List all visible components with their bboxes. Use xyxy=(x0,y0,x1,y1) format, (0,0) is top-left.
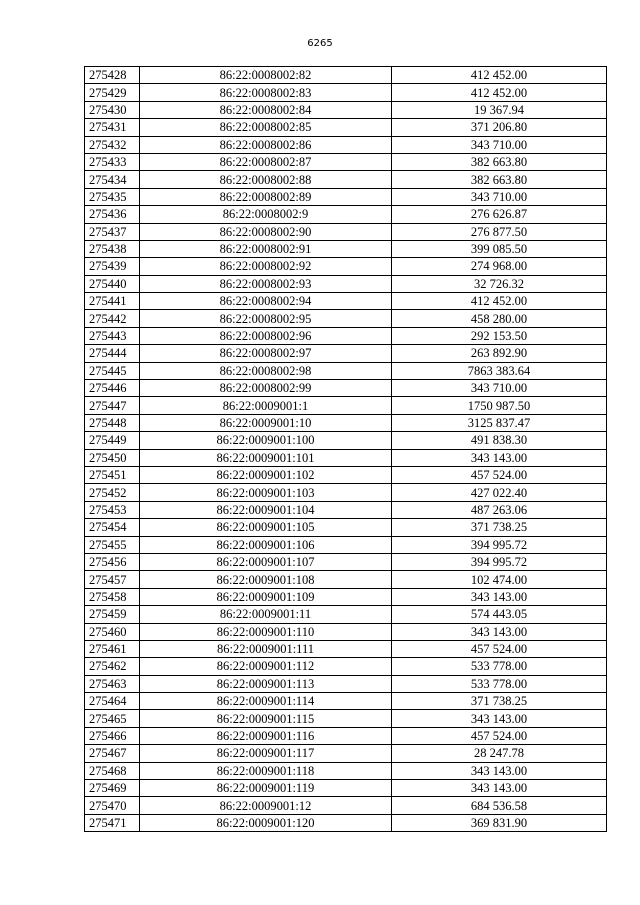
cadastral-number-cell: 86:22:0008002:87 xyxy=(140,153,392,170)
cadastral-number-cell: 86:22:0008002:9 xyxy=(140,206,392,223)
cadastral-value-cell: 457 524.00 xyxy=(392,466,607,483)
table-row xyxy=(85,153,607,170)
cadastral-number-cell: 86:22:0009001:111 xyxy=(140,640,392,657)
row-id-cell: 275450 xyxy=(85,449,140,466)
row-id-cell: 275461 xyxy=(85,640,140,657)
row-id-cell: 275466 xyxy=(85,727,140,744)
table-row xyxy=(85,275,607,292)
row-id-cell: 275463 xyxy=(85,675,140,692)
table-row xyxy=(85,432,607,449)
row-id-cell: 275447 xyxy=(85,397,140,414)
cadastral-value-cell: 487 263.06 xyxy=(392,501,607,518)
table-row xyxy=(85,414,607,431)
table-row xyxy=(85,310,607,327)
cadastral-number-cell: 86:22:0009001:119 xyxy=(140,780,392,797)
cadastral-number-cell: 86:22:0008002:90 xyxy=(140,223,392,240)
table-row xyxy=(85,466,607,483)
cadastral-value-cell: 371 738.25 xyxy=(392,519,607,536)
row-id-cell: 275445 xyxy=(85,362,140,379)
cadastral-value-cell: 369 831.90 xyxy=(392,814,607,831)
row-id-cell: 275467 xyxy=(85,745,140,762)
table-row xyxy=(85,484,607,501)
table-row xyxy=(85,745,607,762)
cadastral-value-cell: 343 143.00 xyxy=(392,623,607,640)
row-id-cell: 275439 xyxy=(85,258,140,275)
cadastral-number-cell: 86:22:0009001:113 xyxy=(140,675,392,692)
table-row xyxy=(85,293,607,310)
cadastral-number-cell: 86:22:0008002:96 xyxy=(140,327,392,344)
table-row xyxy=(85,797,607,814)
table-row xyxy=(85,780,607,797)
page-number: 6265 xyxy=(307,38,333,49)
row-id-cell: 275448 xyxy=(85,414,140,431)
table-row xyxy=(85,136,607,153)
cadastral-value-cell: 7863 383.64 xyxy=(392,362,607,379)
row-id-cell: 275462 xyxy=(85,658,140,675)
cadastral-value-cell: 412 452.00 xyxy=(392,293,607,310)
table-row xyxy=(85,101,607,118)
table-row xyxy=(85,710,607,727)
cadastral-number-cell: 86:22:0009001:104 xyxy=(140,501,392,518)
cadastral-number-cell: 86:22:0008002:95 xyxy=(140,310,392,327)
cadastral-number-cell: 86:22:0009001:115 xyxy=(140,710,392,727)
cadastral-value-cell: 412 452.00 xyxy=(392,67,607,84)
cadastral-value-cell: 382 663.80 xyxy=(392,171,607,188)
cadastral-value-cell: 491 838.30 xyxy=(392,432,607,449)
cadastral-value-cell: 343 143.00 xyxy=(392,588,607,605)
table-row xyxy=(85,258,607,275)
cadastral-number-cell: 86:22:0008002:84 xyxy=(140,101,392,118)
cadastral-value-cell: 533 778.00 xyxy=(392,675,607,692)
cadastral-value-cell: 399 085.50 xyxy=(392,240,607,257)
cadastral-number-cell: 86:22:0009001:109 xyxy=(140,588,392,605)
row-id-cell: 275456 xyxy=(85,553,140,570)
cadastral-number-cell: 86:22:0008002:85 xyxy=(140,119,392,136)
cadastral-number-cell: 86:22:0009001:101 xyxy=(140,449,392,466)
cadastral-value-cell: 276 626.87 xyxy=(392,206,607,223)
cadastral-value-cell: 343 710.00 xyxy=(392,136,607,153)
cadastral-number-cell: 86:22:0009001:116 xyxy=(140,727,392,744)
table-row xyxy=(85,345,607,362)
row-id-cell: 275433 xyxy=(85,153,140,170)
cadastral-value-cell: 382 663.80 xyxy=(392,153,607,170)
cadastral-value-cell: 102 474.00 xyxy=(392,571,607,588)
table-row xyxy=(85,397,607,414)
cadastral-number-cell: 86:22:0008002:91 xyxy=(140,240,392,257)
cadastral-number-cell: 86:22:0009001:10 xyxy=(140,414,392,431)
row-id-cell: 275438 xyxy=(85,240,140,257)
table-row xyxy=(85,536,607,553)
cadastral-value-cell: 533 778.00 xyxy=(392,658,607,675)
cadastral-value-cell: 343 143.00 xyxy=(392,762,607,779)
cadastral-value-cell: 457 524.00 xyxy=(392,640,607,657)
table-row xyxy=(85,553,607,570)
cadastral-number-cell: 86:22:0009001:102 xyxy=(140,466,392,483)
cadastral-value-cell: 574 443.05 xyxy=(392,606,607,623)
cadastral-number-cell: 86:22:0009001:107 xyxy=(140,553,392,570)
table-row xyxy=(85,380,607,397)
cadastral-value-cell: 19 367.94 xyxy=(392,101,607,118)
row-id-cell: 275435 xyxy=(85,188,140,205)
row-id-cell: 275470 xyxy=(85,797,140,814)
table-body xyxy=(85,67,607,832)
table-row xyxy=(85,675,607,692)
row-id-cell: 275430 xyxy=(85,101,140,118)
cadastral-number-cell: 86:22:0008002:82 xyxy=(140,67,392,84)
cadastral-number-cell: 86:22:0008002:86 xyxy=(140,136,392,153)
cadastral-value-cell: 457 524.00 xyxy=(392,727,607,744)
cadastral-value-cell: 412 452.00 xyxy=(392,84,607,101)
table-row xyxy=(85,658,607,675)
table-row xyxy=(85,67,607,84)
cadastral-number-cell: 86:22:0009001:105 xyxy=(140,519,392,536)
table-row xyxy=(85,519,607,536)
table-row xyxy=(85,223,607,240)
row-id-cell: 275437 xyxy=(85,223,140,240)
cadastral-value-cell: 263 892.90 xyxy=(392,345,607,362)
cadastral-number-cell: 86:22:0008002:92 xyxy=(140,258,392,275)
row-id-cell: 275451 xyxy=(85,466,140,483)
cadastral-number-cell: 86:22:0008002:94 xyxy=(140,293,392,310)
cadastral-number-cell: 86:22:0008002:93 xyxy=(140,275,392,292)
cadastral-number-cell: 86:22:0009001:118 xyxy=(140,762,392,779)
cadastral-value-cell: 343 710.00 xyxy=(392,380,607,397)
cadastral-number-cell: 86:22:0009001:110 xyxy=(140,623,392,640)
cadastral-value-cell: 458 280.00 xyxy=(392,310,607,327)
cadastral-value-cell: 427 022.40 xyxy=(392,484,607,501)
row-id-cell: 275434 xyxy=(85,171,140,188)
cadastral-number-cell: 86:22:0009001:108 xyxy=(140,571,392,588)
table-row xyxy=(85,606,607,623)
table-row xyxy=(85,188,607,205)
cadastral-value-cell: 292 153.50 xyxy=(392,327,607,344)
cadastral-value-cell: 276 877.50 xyxy=(392,223,607,240)
table-row xyxy=(85,84,607,101)
row-id-cell: 275452 xyxy=(85,484,140,501)
cadastral-number-cell: 86:22:0009001:114 xyxy=(140,693,392,710)
cadastral-value-cell: 3125 837.47 xyxy=(392,414,607,431)
table-row xyxy=(85,362,607,379)
row-id-cell: 275429 xyxy=(85,84,140,101)
cadastral-number-cell: 86:22:0009001:112 xyxy=(140,658,392,675)
cadastral-number-cell: 86:22:0008002:89 xyxy=(140,188,392,205)
cadastral-number-cell: 86:22:0009001:106 xyxy=(140,536,392,553)
cadastral-value-cell: 274 968.00 xyxy=(392,258,607,275)
row-id-cell: 275449 xyxy=(85,432,140,449)
table-row xyxy=(85,501,607,518)
row-id-cell: 275465 xyxy=(85,710,140,727)
row-id-cell: 275460 xyxy=(85,623,140,640)
cadastral-number-cell: 86:22:0009001:120 xyxy=(140,814,392,831)
cadastral-value-cell: 343 143.00 xyxy=(392,710,607,727)
table-row xyxy=(85,449,607,466)
table-row xyxy=(85,206,607,223)
cadastral-number-cell: 86:22:0009001:11 xyxy=(140,606,392,623)
row-id-cell: 275446 xyxy=(85,380,140,397)
cadastral-number-cell: 86:22:0008002:88 xyxy=(140,171,392,188)
row-id-cell: 275464 xyxy=(85,693,140,710)
cadastral-number-cell: 86:22:0008002:99 xyxy=(140,380,392,397)
table-row xyxy=(85,623,607,640)
cadastral-number-cell: 86:22:0008002:97 xyxy=(140,345,392,362)
row-id-cell: 275455 xyxy=(85,536,140,553)
table-row xyxy=(85,640,607,657)
cadastral-value-cell: 343 143.00 xyxy=(392,780,607,797)
row-id-cell: 275468 xyxy=(85,762,140,779)
cadastral-value-cell: 394 995.72 xyxy=(392,536,607,553)
cadastral-value-cell: 684 536.58 xyxy=(392,797,607,814)
cadastral-value-cell: 1750 987.50 xyxy=(392,397,607,414)
cadastral-value-table xyxy=(84,66,607,832)
row-id-cell: 275471 xyxy=(85,814,140,831)
row-id-cell: 275436 xyxy=(85,206,140,223)
cadastral-number-cell: 86:22:0009001:12 xyxy=(140,797,392,814)
cadastral-number-cell: 86:22:0008002:83 xyxy=(140,84,392,101)
table-row xyxy=(85,814,607,831)
table-row xyxy=(85,240,607,257)
cadastral-value-cell: 371 206.80 xyxy=(392,119,607,136)
table-row xyxy=(85,327,607,344)
table-row xyxy=(85,588,607,605)
cadastral-value-cell: 371 738.25 xyxy=(392,693,607,710)
row-id-cell: 275469 xyxy=(85,780,140,797)
row-id-cell: 275459 xyxy=(85,606,140,623)
cadastral-number-cell: 86:22:0009001:100 xyxy=(140,432,392,449)
cadastral-value-cell: 394 995.72 xyxy=(392,553,607,570)
row-id-cell: 275443 xyxy=(85,327,140,344)
cadastral-value-cell: 343 143.00 xyxy=(392,449,607,466)
row-id-cell: 275440 xyxy=(85,275,140,292)
row-id-cell: 275454 xyxy=(85,519,140,536)
table-row xyxy=(85,762,607,779)
row-id-cell: 275442 xyxy=(85,310,140,327)
table-row xyxy=(85,171,607,188)
row-id-cell: 275428 xyxy=(85,67,140,84)
cadastral-number-cell: 86:22:0009001:1 xyxy=(140,397,392,414)
cadastral-value-cell: 343 710.00 xyxy=(392,188,607,205)
table-row xyxy=(85,571,607,588)
table-row xyxy=(85,693,607,710)
row-id-cell: 275444 xyxy=(85,345,140,362)
cadastral-number-cell: 86:22:0009001:103 xyxy=(140,484,392,501)
cadastral-value-cell: 28 247.78 xyxy=(392,745,607,762)
cadastral-value-cell: 32 726.32 xyxy=(392,275,607,292)
cadastral-number-cell: 86:22:0008002:98 xyxy=(140,362,392,379)
row-id-cell: 275458 xyxy=(85,588,140,605)
row-id-cell: 275432 xyxy=(85,136,140,153)
cadastral-number-cell: 86:22:0009001:117 xyxy=(140,745,392,762)
row-id-cell: 275441 xyxy=(85,293,140,310)
row-id-cell: 275453 xyxy=(85,501,140,518)
table-row xyxy=(85,119,607,136)
row-id-cell: 275457 xyxy=(85,571,140,588)
row-id-cell: 275431 xyxy=(85,119,140,136)
table-row xyxy=(85,727,607,744)
